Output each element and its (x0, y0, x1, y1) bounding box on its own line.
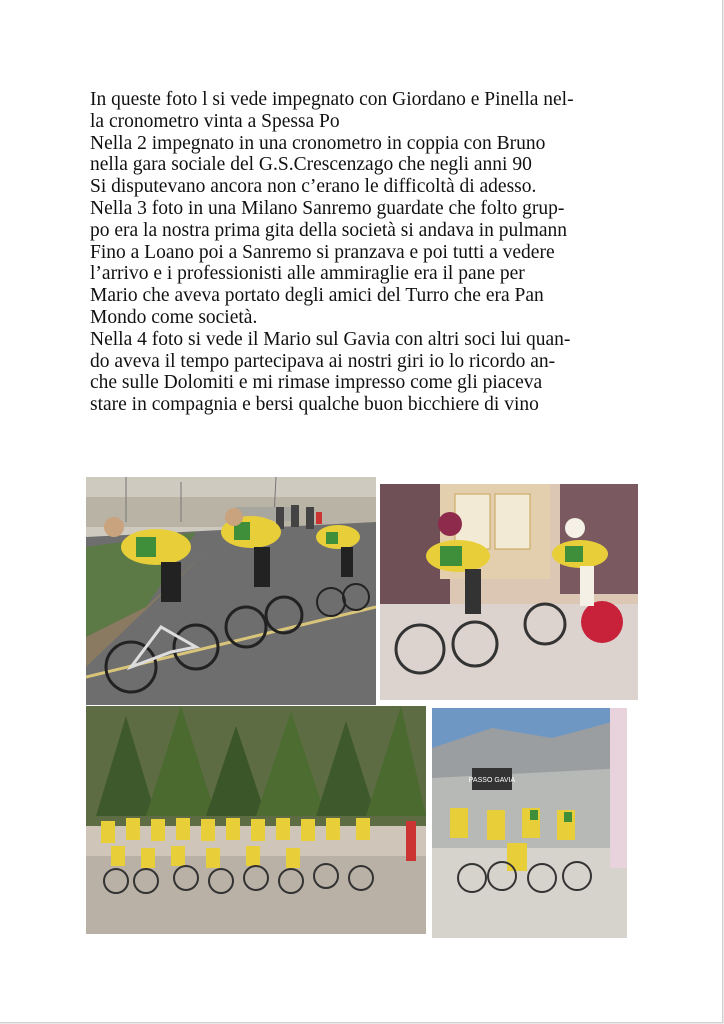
text-line-2: la cronometro vinta a Spessa Po (90, 110, 340, 132)
text-line-15: stare in compagnia e bersi qualche buon bicchiere di vino (90, 394, 539, 416)
text-line-14: che sulle Dolomiti e mi rimase impresso come gli piaceva (90, 372, 543, 394)
text-line-6: Nella 3 foto in una Milano Sanremo guardate che folto grup- (90, 197, 565, 219)
photo-4-passo-gavia (432, 708, 627, 938)
photo-1-time-trial (86, 477, 376, 705)
text-line-12: Nella 4 foto si vede il Mario sul Gavia con altri soci lui quan- (90, 328, 571, 350)
text-line-8: Fino a Loano poi a Sanremo si pranzava e poi tutti a vedere (90, 241, 555, 263)
photo-2-pair-time-trial (380, 484, 638, 700)
text-line-7: po era la nostra prima gita della società si andava in pulmann (90, 219, 568, 241)
body-text (90, 89, 650, 416)
gavia-sign-text: PASSO GAVIA (468, 777, 516, 784)
text-line-13: do aveva il tempo partecipava ai nostri giri io lo ricordo an- (90, 350, 556, 372)
text-line-10: Mario che aveva portato degli amici del Turro che era Pan (90, 285, 544, 307)
text-line-3: Nella 2 impegnato in una cronometro in coppia con Bruno (90, 132, 546, 154)
text-line-11: Mondo come società. (90, 306, 258, 328)
text-line-1: In queste foto l si vede impegnato con Giordano e Pinella nel- (90, 89, 574, 110)
text-line-9: l’arrivo e i professionisti alle ammiraglie era il pane per (90, 263, 525, 285)
photo-3-group-sanremo (86, 706, 426, 934)
text-line-5: Si disputevano ancora non c’erano le difficoltà di adesso. (90, 176, 537, 198)
text-line-4: nella gara sociale del G.S.Crescenzago che negli anni 90 (90, 154, 532, 176)
